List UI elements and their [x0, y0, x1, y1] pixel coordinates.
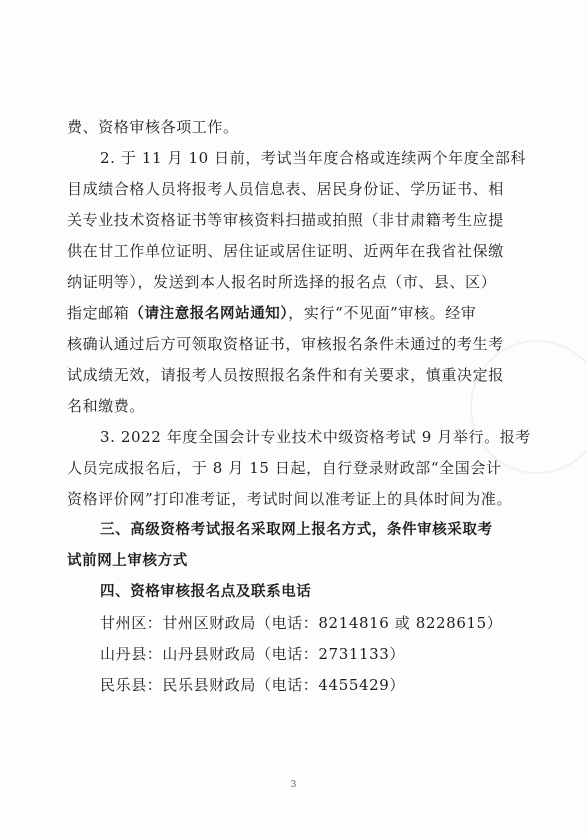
- contact-row-shandan: [67, 639, 522, 670]
- contact-label: 甘州区：: [100, 614, 163, 632]
- item-2-line-5: 纳证明等），发送到本人报名时所选择的报名点（市、县、区）: [67, 273, 497, 291]
- item-2-line-2: 目成绩合格人员将报考人员信息表、居民身份证、学历证书、相: [67, 180, 504, 198]
- item-2-line-4: 供在甘工作单位证明、居住证或居住证明、近两年在我省社保缴: [67, 242, 504, 260]
- item-2-line-6-start: 指定邮箱: [67, 304, 130, 322]
- contact-label: 山丹县：: [100, 645, 163, 663]
- item-3-line-2: 人员完成报名后，于 8 月 15 日起，自行登录财政部“全国会计: [67, 459, 502, 477]
- item-3-line-3: 资格评价网”打印准考证，考试时间以准考证上的具体时间为准。: [67, 490, 513, 508]
- website-notice-emphasis: （请注意报名网站通知）: [129, 306, 289, 322]
- section-4-heading: 四、资格审核报名点及联系电话: [100, 584, 312, 600]
- item-2-line-1: 2. 于 11 月 10 日前，考试当年度合格或连续两个年度全部科: [100, 149, 527, 167]
- document-body: [67, 112, 531, 701]
- item-2-line-8: 试成绩无效，请报考人员按照报名条件和有关要求，慎重决定报: [67, 366, 504, 384]
- item-2-line-3: 关专业技术资格证书等审核资料扫描或拍照（非甘肃籍考生应提: [67, 211, 504, 229]
- section-3-heading-line-2: 试前网上审核方式: [67, 553, 188, 569]
- contact-row-minle: [67, 670, 522, 701]
- item-3-line-1: 3. 2022 年度全国会计专业技术中级资格考试 9 月举行。报考: [100, 428, 531, 446]
- item-2-line-6: [67, 298, 522, 329]
- contact-row-ganzhou: [67, 608, 522, 639]
- contact-label: 民乐县：: [100, 676, 163, 694]
- section-3-heading-line-1: 三、高级资格考试报名采取网上报名方式，条件审核采取考: [100, 522, 493, 538]
- contact-office: 山丹县财政局（电话：2731133）: [162, 645, 406, 663]
- item-2-line-9: 名和缴费。: [67, 397, 146, 415]
- page-number: 3: [290, 780, 297, 790]
- item-2-line-6-end: ，实行“不见面”审核。经审: [288, 304, 477, 322]
- contact-office: 民乐县财政局（电话：4455429）: [162, 676, 406, 694]
- contact-office: 甘州区财政局（电话：8214816 或 8228615）: [162, 614, 503, 632]
- intro-line: 费、资格审核各项工作。: [67, 118, 239, 136]
- item-2-line-7: 核确认通过后方可领取资格证书，审核报名条件未通过的考生考: [67, 335, 504, 353]
